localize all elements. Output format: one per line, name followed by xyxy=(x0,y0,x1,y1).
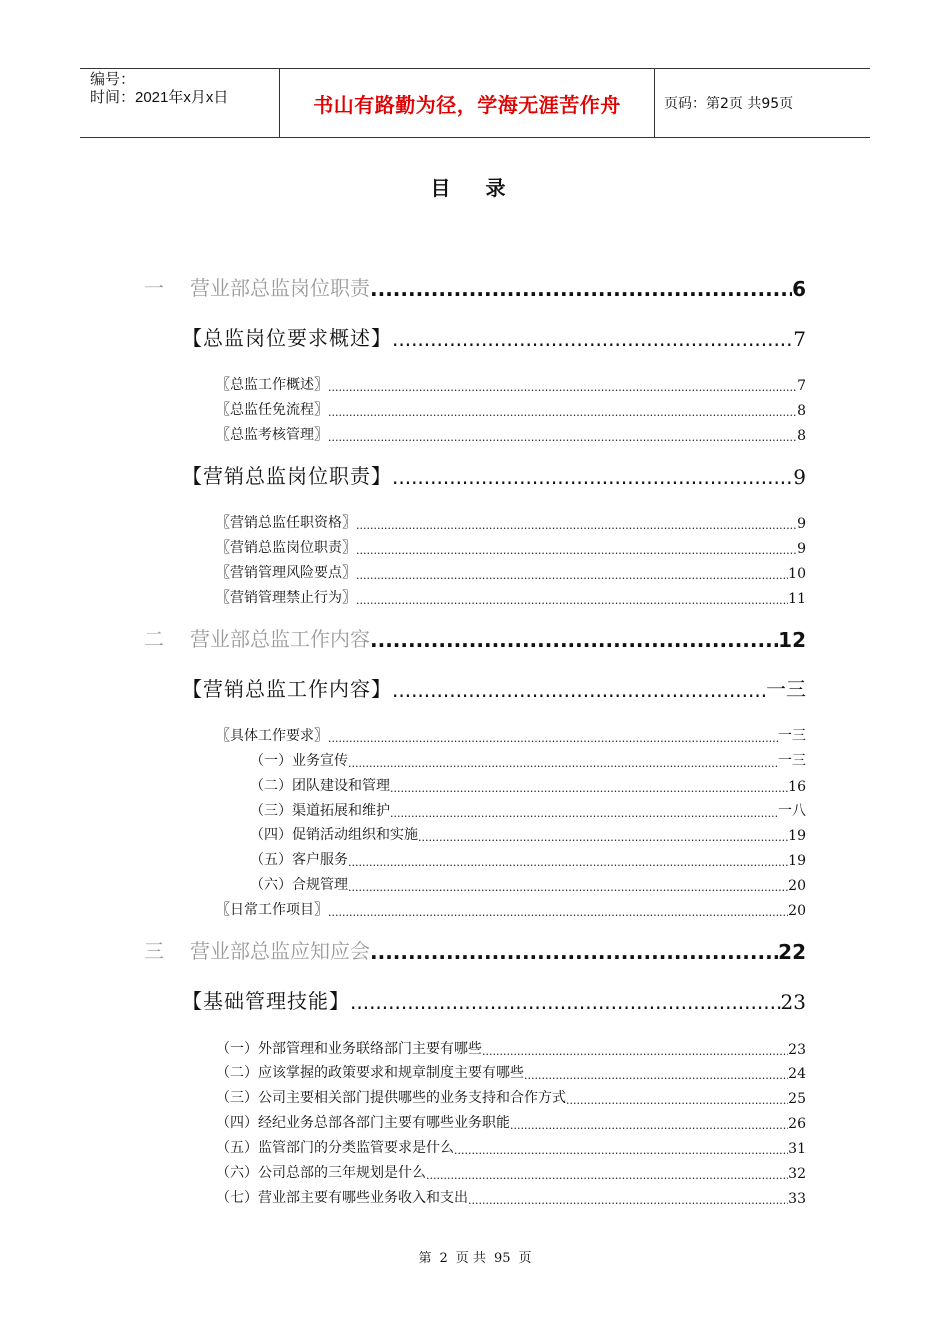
toc-page-number: 23 xyxy=(780,990,806,1014)
toc-entry-label xyxy=(144,623,370,652)
toc-entry-label: （七）营业部主要有哪些业务收入和支出 xyxy=(216,1190,468,1206)
toc-leader-dots xyxy=(370,628,778,652)
toc-page-number: 9 xyxy=(793,465,806,489)
toc-entry[interactable] xyxy=(216,1162,806,1182)
toc-entry-label: （五）监管部门的分类监管要求是什么 xyxy=(216,1140,454,1156)
toc-chapter-title: 营业部总监应知应会 xyxy=(190,939,370,963)
footer-suffix: 页 xyxy=(518,1251,532,1266)
toc-leader-dots xyxy=(524,1069,788,1082)
toc-entry[interactable] xyxy=(250,775,806,795)
header-motto-cell xyxy=(280,69,655,137)
toc-page-number: 24 xyxy=(788,1066,806,1082)
toc-leader-dots xyxy=(328,381,797,394)
document-number-label: 编号： xyxy=(90,71,136,88)
toc-entry[interactable] xyxy=(216,374,806,394)
toc-leader-dots xyxy=(418,831,788,844)
toc-entry[interactable] xyxy=(216,1038,806,1058)
toc-leader-dots xyxy=(328,431,797,444)
toc-page-number: 一三 xyxy=(766,677,806,701)
toc-entry-label: （一）外部管理和业务联络部门主要有哪些 xyxy=(216,1041,482,1057)
toc-entry[interactable] xyxy=(216,1112,806,1132)
footer-middle: 页 共 xyxy=(455,1251,486,1266)
toc-entry-label: （六）合规管理 xyxy=(250,877,348,893)
toc-entry-label: 〖总监工作概述〗 xyxy=(216,377,328,393)
header-page-label: 页码：第2页 共95页 xyxy=(664,96,794,112)
toc-page-number: 一八 xyxy=(778,803,806,819)
footer-page-number: 2 xyxy=(439,1251,448,1266)
toc-entry[interactable] xyxy=(250,824,806,844)
toc-page-number: 8 xyxy=(797,428,806,444)
toc-entry-label: 〖总监考核管理〗 xyxy=(216,427,328,443)
toc-leader-dots xyxy=(392,678,766,702)
toc-entry[interactable] xyxy=(144,935,806,964)
toc-title: 目 录 xyxy=(430,176,520,200)
toc-entry-label: 〖总监任免流程〗 xyxy=(216,402,328,418)
toc-page-number: 一三 xyxy=(778,753,806,769)
toc-entry-label: 【基础管理技能】 xyxy=(182,989,350,1013)
toc-page-number: 16 xyxy=(788,779,806,795)
toc-entry-label: 【营销总监工作内容】 xyxy=(182,677,392,701)
toc-page-number: 23 xyxy=(788,1042,806,1058)
toc-entry-label: （二）应该掌握的政策要求和规章制度主要有哪些 xyxy=(216,1065,524,1081)
toc-entry-label: 〖营销管理风险要点〗 xyxy=(216,565,356,581)
toc-entry-label xyxy=(144,935,370,964)
toc-page-number: 6 xyxy=(792,277,806,301)
toc-entry-label: （三）公司主要相关部门提供哪些的业务支持和合作方式 xyxy=(216,1090,566,1106)
toc-leader-dots xyxy=(390,782,788,795)
toc-entry[interactable] xyxy=(216,1087,806,1107)
toc-page-number: 9 xyxy=(797,516,806,532)
toc-chapter-title: 营业部总监工作内容 xyxy=(190,627,370,651)
toc-chapter-number: 三 xyxy=(144,939,164,963)
toc-leader-dots xyxy=(356,594,788,607)
toc-entry[interactable] xyxy=(216,399,806,419)
toc-leader-dots xyxy=(392,465,793,489)
toc-leader-dots xyxy=(370,940,778,964)
toc-entry[interactable] xyxy=(182,322,806,351)
toc-page-number: 7 xyxy=(797,378,806,394)
toc-leader-dots xyxy=(426,1169,788,1182)
toc-page-number: 8 xyxy=(797,403,806,419)
toc-leader-dots xyxy=(482,1045,788,1058)
toc-page-number: 9 xyxy=(797,541,806,557)
toc-entry[interactable] xyxy=(182,460,806,489)
toc-entry-label: 〖营销管理禁止行为〗 xyxy=(216,590,356,606)
toc-entry[interactable] xyxy=(216,899,806,919)
toc-page-number: 一三 xyxy=(778,728,806,744)
toc-leader-dots xyxy=(356,544,797,557)
toc-page-number: 32 xyxy=(788,1166,806,1182)
toc-entry-label: 【总监岗位要求概述】 xyxy=(182,326,392,350)
header-motto: 书山有路勤为径，学海无涯苦作舟 xyxy=(313,92,621,117)
toc-chapter-title: 营业部总监岗位职责 xyxy=(190,276,370,300)
toc-leader-dots xyxy=(328,906,788,919)
toc-page-number: 7 xyxy=(793,327,806,351)
toc-leader-dots xyxy=(370,277,792,301)
footer-total-pages: 95 xyxy=(493,1251,511,1266)
toc-entry[interactable] xyxy=(216,725,806,745)
toc-entry[interactable] xyxy=(144,623,806,652)
toc-entry[interactable] xyxy=(182,673,806,702)
toc-entry-label: （二）团队建设和管理 xyxy=(250,778,390,794)
toc-leader-dots xyxy=(390,807,778,820)
toc-entry[interactable] xyxy=(144,272,806,301)
toc-entry[interactable] xyxy=(216,537,806,557)
toc-leader-dots xyxy=(350,990,781,1014)
toc-entry[interactable] xyxy=(250,874,806,894)
toc-entry[interactable] xyxy=(216,587,806,607)
toc-leader-dots xyxy=(510,1119,788,1132)
toc-entry-label: （一）业务宣传 xyxy=(250,753,348,769)
toc-leader-dots xyxy=(392,327,793,351)
toc-entry-label: （五）客户服务 xyxy=(250,852,348,868)
toc-entry[interactable] xyxy=(216,1062,806,1082)
toc-entry-label: （六）公司总部的三年规划是什么 xyxy=(216,1165,426,1181)
toc-entry-label: 〖具体工作要求〗 xyxy=(216,728,328,744)
toc-page-number: 26 xyxy=(788,1116,806,1132)
page-footer xyxy=(0,1247,950,1266)
toc-entry-label: 〖营销总监任职资格〗 xyxy=(216,515,356,531)
toc-entry[interactable] xyxy=(216,424,806,444)
toc-page-number: 20 xyxy=(788,878,806,894)
toc-chapter-number: 二 xyxy=(144,627,164,651)
toc-entry-label: 〖营销总监岗位职责〗 xyxy=(216,540,356,556)
toc-page-number: 31 xyxy=(788,1141,806,1157)
toc-entry-label: （三）渠道拓展和维护 xyxy=(250,803,390,819)
toc-page-number: 19 xyxy=(788,853,806,869)
toc-leader-dots xyxy=(348,757,778,770)
toc-chapter-number: 一 xyxy=(144,276,164,300)
header-meta xyxy=(80,69,280,137)
toc-page-number: 25 xyxy=(788,1091,806,1107)
header-page-cell xyxy=(654,69,870,137)
toc-leader-dots xyxy=(348,881,788,894)
toc-entry-label xyxy=(144,272,370,301)
toc-leader-dots xyxy=(328,406,797,419)
toc-leader-dots xyxy=(566,1094,788,1107)
toc-entry[interactable] xyxy=(250,750,806,770)
toc-page-number: 19 xyxy=(788,828,806,844)
toc-page-number: 33 xyxy=(788,1191,806,1207)
toc-page-number: 20 xyxy=(788,903,806,919)
toc-entry-label: （四）经纪业务总部各部门主要有哪些业务职能 xyxy=(216,1115,510,1131)
toc-entry[interactable] xyxy=(182,985,806,1014)
toc-entry-label: （四）促销活动组织和实施 xyxy=(250,827,418,843)
toc-entry[interactable] xyxy=(250,800,806,820)
toc-leader-dots xyxy=(454,1144,788,1157)
toc-entry-label: 【营销总监岗位职责】 xyxy=(182,464,392,488)
toc-page-number: 22 xyxy=(778,940,806,964)
page-header xyxy=(80,68,870,138)
toc-page-number: 10 xyxy=(788,566,806,582)
toc-entry[interactable] xyxy=(216,512,806,532)
toc-leader-dots xyxy=(468,1194,788,1207)
toc-entry[interactable] xyxy=(250,849,806,869)
toc-entry[interactable] xyxy=(216,1137,806,1157)
toc-page-number: 12 xyxy=(778,628,806,652)
toc-leader-dots xyxy=(328,732,778,745)
toc-entry[interactable] xyxy=(216,1187,806,1207)
document-date-label: 时间：2021年x月x日 xyxy=(90,89,229,106)
toc-page-number: 11 xyxy=(788,591,806,607)
toc-entry[interactable] xyxy=(216,562,806,582)
toc-leader-dots xyxy=(348,856,788,869)
toc-leader-dots xyxy=(356,569,788,582)
footer-prefix: 第 xyxy=(418,1251,432,1266)
toc-entry-label: 〖日常工作项目〗 xyxy=(216,902,328,918)
toc-leader-dots xyxy=(356,519,797,532)
